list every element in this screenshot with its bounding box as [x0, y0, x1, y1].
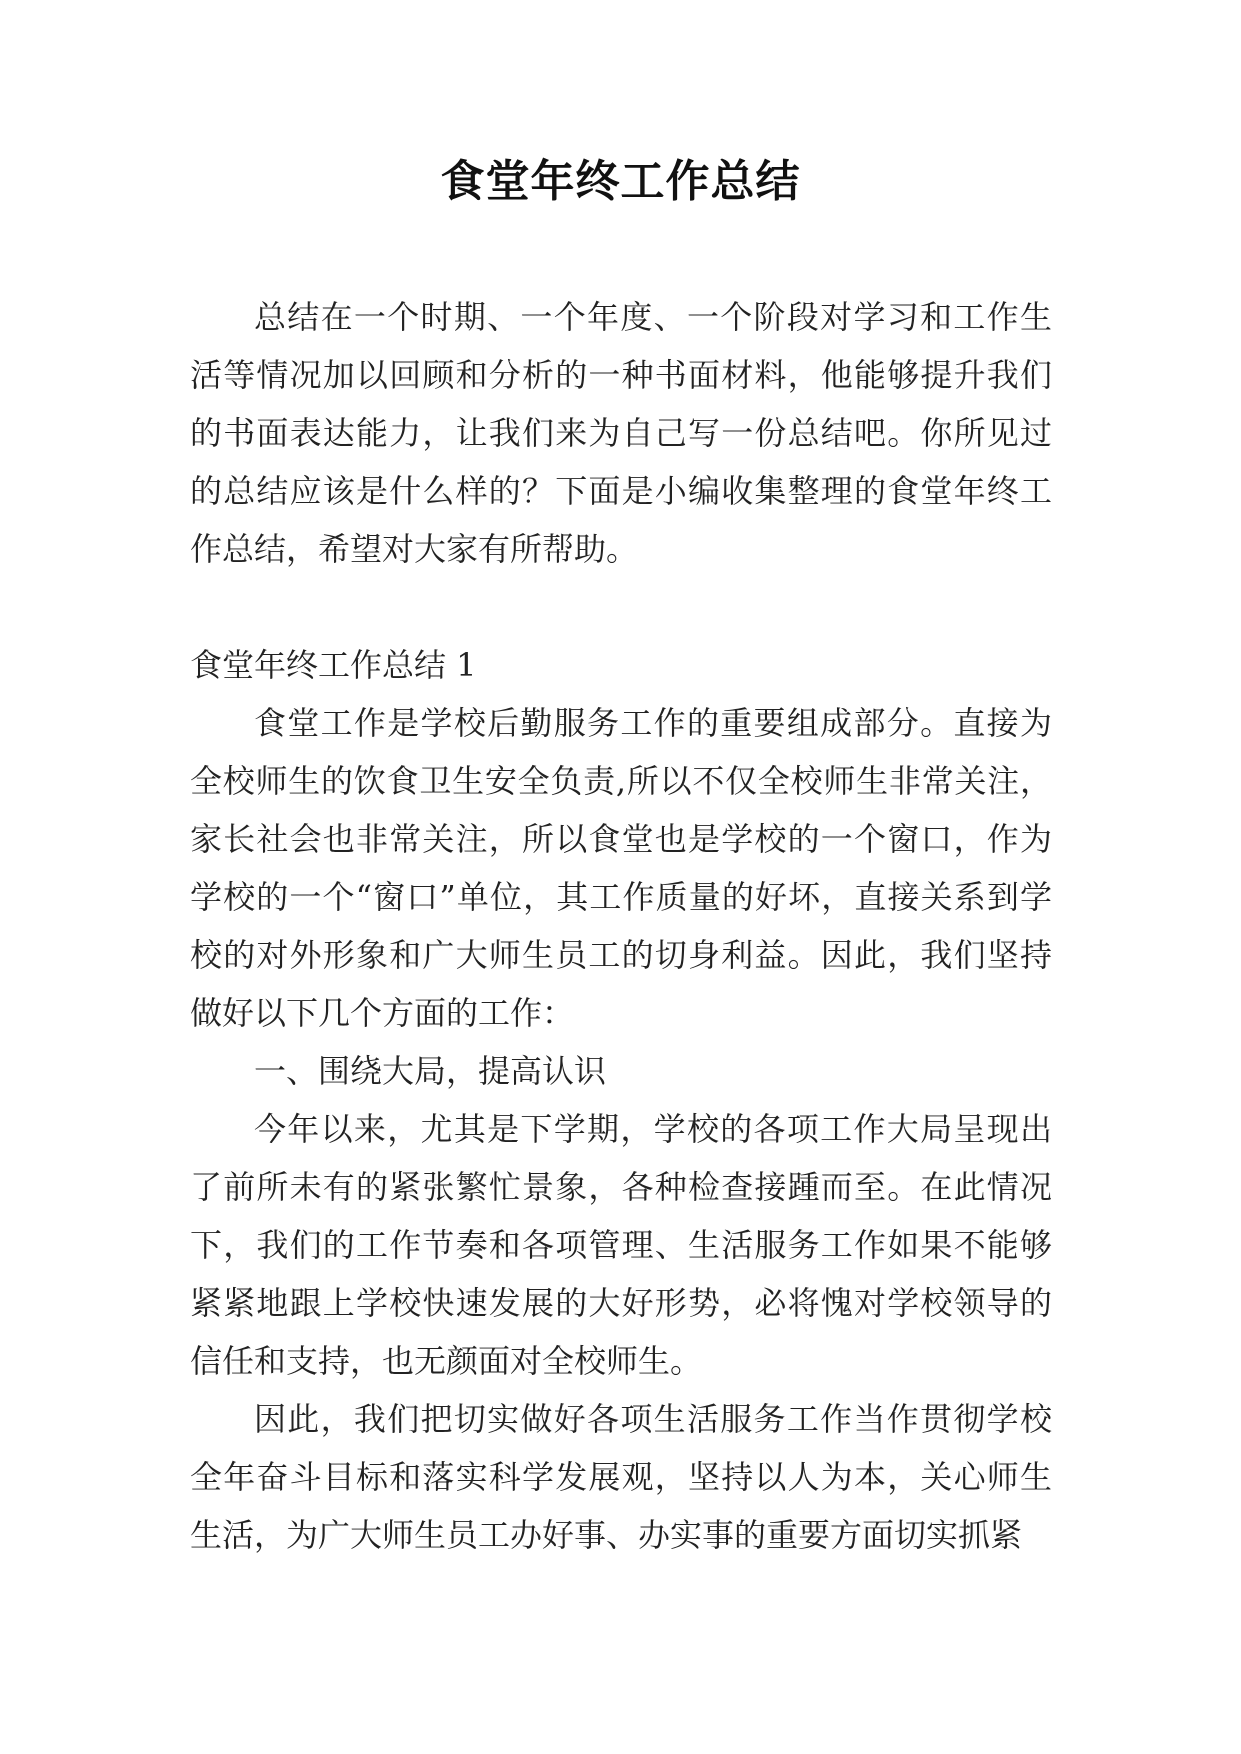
body-paragraph: 今年以来，尤其是下学期，学校的各项工作大局呈现出了前所未有的紧张繁忙景象，各种检查接踵而至。在此情况下，我们的工作节奏和各项管理、生活服务工作如果不能够紧紧地跟上学校快速发展的大好形势，必将愧对学校领导的信任和支持，也无颜面对全校师生。	[190, 1110, 1052, 1380]
document-title: 食堂年终工作总结	[440, 156, 801, 207]
body-paragraph: 食堂工作是学校后勤服务工作的重要组成部分。直接为全校师生的饮食卫生安全负责,所以不仅全校师生非常关注，家长社会也非常关注，所以食堂也是学校的一个窗口，作为学校的一个“窗口”单位，其工作质量的好坏，直接关系到学校的对外形象和广大师生员工的切身利益。因此，我们坚持做好以下几个方面的工作：	[190, 704, 1052, 1032]
document-body	[190, 288, 1052, 1564]
intro-paragraph: 总结在一个时期、一个年度、一个阶段对学习和工作生活等情况加以回顾和分析的一种书面材料，他能够提升我们的书面表达能力，让我们来为自己写一份总结吧。你所见过的总结应该是什么样的？下面是小编收集整理的食堂年终工作总结，希望对大家有所帮助。	[190, 298, 1052, 568]
section-heading: 食堂年终工作总结 1	[190, 646, 477, 684]
paragraph-gap	[190, 578, 1052, 636]
body-paragraph: 因此，我们把切实做好各项生活服务工作当作贯彻学校全年奋斗目标和落实科学发展观，坚持以人为本，关心师生生活，为广大师生员工办好事、办实事的重要方面切实抓紧	[190, 1400, 1052, 1554]
subsection-heading: 一、围绕大局，提高认识	[254, 1052, 607, 1090]
